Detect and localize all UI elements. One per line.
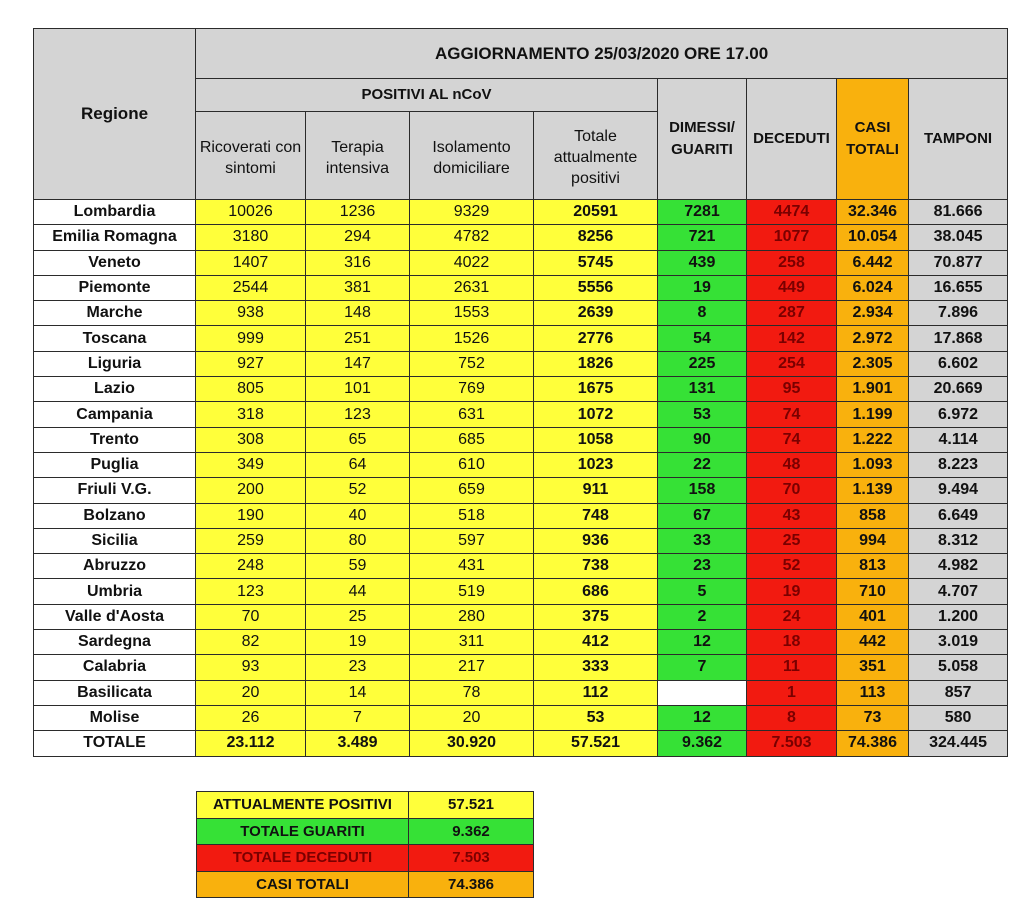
cell-ricoverati: 200: [196, 478, 306, 503]
cell-tamponi: 580: [909, 705, 1008, 730]
cell-dimessi: 7281: [658, 200, 747, 225]
summary-body: [197, 792, 534, 898]
cell-isolamento: 78: [410, 680, 534, 705]
header-terapia: Terapia intensiva: [306, 112, 410, 200]
cell-dimessi: 54: [658, 326, 747, 351]
cell-regione: TOTALE: [34, 731, 196, 756]
cell-regione: Emilia Romagna: [34, 225, 196, 250]
cell-tamponi: 81.666: [909, 200, 1008, 225]
cell-ricoverati: 805: [196, 377, 306, 402]
cell-casi: 401: [837, 604, 909, 629]
cell-isolamento: 20: [410, 705, 534, 730]
table-row: [34, 250, 1008, 275]
cell-dimessi: 12: [658, 705, 747, 730]
cell-dimessi: 12: [658, 630, 747, 655]
summary-row: [197, 871, 534, 898]
header-title: AGGIORNAMENTO 25/03/2020 ORE 17.00: [196, 29, 1008, 79]
cell-deceduti: 25: [747, 528, 837, 553]
summary-label: TOTALE DECEDUTI: [197, 845, 409, 872]
cell-tamponi: 857: [909, 680, 1008, 705]
cell-regione: Puglia: [34, 452, 196, 477]
cell-casi: 6.442: [837, 250, 909, 275]
cell-deceduti: 74: [747, 402, 837, 427]
cell-tamponi: 1.200: [909, 604, 1008, 629]
cell-regione: Calabria: [34, 655, 196, 680]
covid-regions-table: [33, 28, 1008, 757]
cell-tamponi: 7.896: [909, 301, 1008, 326]
header-isolamento: Isolamento domiciliare: [410, 112, 534, 200]
cell-isolamento: 597: [410, 528, 534, 553]
cell-ricoverati: 10026: [196, 200, 306, 225]
cell-deceduti: 8: [747, 705, 837, 730]
cell-isolamento: 610: [410, 452, 534, 477]
cell-casi: 113: [837, 680, 909, 705]
cell-terapia: 25: [306, 604, 410, 629]
cell-ricoverati: 308: [196, 427, 306, 452]
cell-ricoverati: 259: [196, 528, 306, 553]
table-row: [34, 351, 1008, 376]
header-dimessi: DIMESSI/ GUARITI: [658, 79, 747, 200]
table-row: [34, 200, 1008, 225]
cell-ricoverati: 999: [196, 326, 306, 351]
cell-dimessi: 225: [658, 351, 747, 376]
cell-terapia: 52: [306, 478, 410, 503]
cell-tamponi: 8.223: [909, 452, 1008, 477]
cell-tamponi: 70.877: [909, 250, 1008, 275]
cell-totale: 20591: [534, 200, 658, 225]
table-row: [34, 705, 1008, 730]
cell-ricoverati: 938: [196, 301, 306, 326]
cell-deceduti: 19: [747, 579, 837, 604]
table-row: [34, 326, 1008, 351]
cell-tamponi: 3.019: [909, 630, 1008, 655]
cell-terapia: 44: [306, 579, 410, 604]
table-row: [34, 680, 1008, 705]
cell-tamponi: 6.649: [909, 503, 1008, 528]
cell-tamponi: 4.707: [909, 579, 1008, 604]
cell-totale: 375: [534, 604, 658, 629]
cell-deceduti: 287: [747, 301, 837, 326]
cell-terapia: 1236: [306, 200, 410, 225]
cell-terapia: 65: [306, 427, 410, 452]
summary-value: 9.362: [409, 818, 534, 845]
cell-totale: 5556: [534, 275, 658, 300]
cell-terapia: 294: [306, 225, 410, 250]
cell-deceduti: 48: [747, 452, 837, 477]
table-row: [34, 301, 1008, 326]
cell-totale: 738: [534, 554, 658, 579]
table-row: [34, 528, 1008, 553]
cell-dimessi: 439: [658, 250, 747, 275]
cell-ricoverati: 248: [196, 554, 306, 579]
cell-deceduti: 74: [747, 427, 837, 452]
cell-terapia: 123: [306, 402, 410, 427]
cell-isolamento: 311: [410, 630, 534, 655]
cell-regione: Lazio: [34, 377, 196, 402]
summary-label: CASI TOTALI: [197, 871, 409, 898]
cell-casi: 351: [837, 655, 909, 680]
cell-tamponi: 17.868: [909, 326, 1008, 351]
cell-isolamento: 769: [410, 377, 534, 402]
cell-terapia: 14: [306, 680, 410, 705]
cell-dimessi: 721: [658, 225, 747, 250]
cell-casi: 1.093: [837, 452, 909, 477]
cell-deceduti: 449: [747, 275, 837, 300]
cell-isolamento: 659: [410, 478, 534, 503]
cell-tamponi: 4.114: [909, 427, 1008, 452]
cell-deceduti: 1077: [747, 225, 837, 250]
table-row: [34, 275, 1008, 300]
cell-isolamento: 2631: [410, 275, 534, 300]
cell-regione: Lombardia: [34, 200, 196, 225]
table-row: [34, 427, 1008, 452]
table-row: [34, 554, 1008, 579]
cell-tamponi: 4.982: [909, 554, 1008, 579]
cell-terapia: 64: [306, 452, 410, 477]
cell-dimessi: 2: [658, 604, 747, 629]
summary-row: [197, 818, 534, 845]
header-ricoverati: Ricoverati con sintomi: [196, 112, 306, 200]
cell-casi: 858: [837, 503, 909, 528]
cell-terapia: 23: [306, 655, 410, 680]
cell-isolamento: 280: [410, 604, 534, 629]
cell-ricoverati: 82: [196, 630, 306, 655]
summary-value: 74.386: [409, 871, 534, 898]
cell-terapia: 147: [306, 351, 410, 376]
cell-regione: Campania: [34, 402, 196, 427]
cell-terapia: 251: [306, 326, 410, 351]
cell-casi: 32.346: [837, 200, 909, 225]
cell-ricoverati: 93: [196, 655, 306, 680]
cell-isolamento: 30.920: [410, 731, 534, 756]
cell-casi: 10.054: [837, 225, 909, 250]
cell-deceduti: 142: [747, 326, 837, 351]
cell-casi: 1.222: [837, 427, 909, 452]
cell-isolamento: 431: [410, 554, 534, 579]
cell-deceduti: 258: [747, 250, 837, 275]
table-row: [34, 655, 1008, 680]
table-row: [34, 478, 1008, 503]
table-row: [34, 503, 1008, 528]
cell-regione: Sardegna: [34, 630, 196, 655]
cell-dimessi: 5: [658, 579, 747, 604]
cell-casi: 1.901: [837, 377, 909, 402]
cell-casi: 442: [837, 630, 909, 655]
cell-tamponi: 324.445: [909, 731, 1008, 756]
cell-tamponi: 5.058: [909, 655, 1008, 680]
cell-deceduti: 11: [747, 655, 837, 680]
cell-tamponi: 9.494: [909, 478, 1008, 503]
table-row: [34, 452, 1008, 477]
cell-ricoverati: 26: [196, 705, 306, 730]
cell-casi: 2.934: [837, 301, 909, 326]
cell-ricoverati: 349: [196, 452, 306, 477]
table-row: [34, 604, 1008, 629]
cell-ricoverati: 2544: [196, 275, 306, 300]
cell-isolamento: 9329: [410, 200, 534, 225]
cell-terapia: 381: [306, 275, 410, 300]
cell-terapia: 316: [306, 250, 410, 275]
summary-value: 57.521: [409, 792, 534, 819]
cell-dimessi: 7: [658, 655, 747, 680]
cell-dimessi: 158: [658, 478, 747, 503]
cell-casi: 1.199: [837, 402, 909, 427]
cell-casi: 74.386: [837, 731, 909, 756]
cell-regione: Friuli V.G.: [34, 478, 196, 503]
cell-terapia: 80: [306, 528, 410, 553]
cell-tamponi: 8.312: [909, 528, 1008, 553]
cell-casi: 6.024: [837, 275, 909, 300]
cell-tamponi: 38.045: [909, 225, 1008, 250]
table-row: [34, 377, 1008, 402]
cell-casi: 710: [837, 579, 909, 604]
cell-tamponi: 6.972: [909, 402, 1008, 427]
cell-totale: 53: [534, 705, 658, 730]
header-casi-totali: CASI TOTALI: [837, 79, 909, 200]
cell-dimessi: 23: [658, 554, 747, 579]
cell-regione: Abruzzo: [34, 554, 196, 579]
summary-row: [197, 845, 534, 872]
summary-table: [196, 791, 534, 898]
cell-isolamento: 518: [410, 503, 534, 528]
cell-ricoverati: 123: [196, 579, 306, 604]
table-row: [34, 225, 1008, 250]
table-row: [34, 579, 1008, 604]
cell-totale: 1675: [534, 377, 658, 402]
cell-regione: Bolzano: [34, 503, 196, 528]
cell-dimessi: 67: [658, 503, 747, 528]
table-row: [34, 402, 1008, 427]
cell-terapia: 7: [306, 705, 410, 730]
cell-casi: 813: [837, 554, 909, 579]
cell-casi: 994: [837, 528, 909, 553]
cell-isolamento: 1553: [410, 301, 534, 326]
cell-dimessi: 90: [658, 427, 747, 452]
cell-ricoverati: 927: [196, 351, 306, 376]
cell-deceduti: 24: [747, 604, 837, 629]
cell-regione: Molise: [34, 705, 196, 730]
cell-isolamento: 217: [410, 655, 534, 680]
summary-label: TOTALE GUARITI: [197, 818, 409, 845]
cell-terapia: 148: [306, 301, 410, 326]
header-deceduti: DECEDUTI: [747, 79, 837, 200]
header-regione: Regione: [34, 29, 196, 200]
cell-terapia: 59: [306, 554, 410, 579]
cell-casi: 1.139: [837, 478, 909, 503]
cell-isolamento: 752: [410, 351, 534, 376]
cell-terapia: 3.489: [306, 731, 410, 756]
cell-dimessi: 33: [658, 528, 747, 553]
cell-regione: Valle d'Aosta: [34, 604, 196, 629]
cell-totale: 748: [534, 503, 658, 528]
cell-deceduti: 4474: [747, 200, 837, 225]
cell-ricoverati: 20: [196, 680, 306, 705]
cell-deceduti: 43: [747, 503, 837, 528]
cell-dimessi: 19: [658, 275, 747, 300]
cell-totale: 1058: [534, 427, 658, 452]
cell-totale: 8256: [534, 225, 658, 250]
cell-regione: Marche: [34, 301, 196, 326]
cell-dimessi: 9.362: [658, 731, 747, 756]
cell-totale: 412: [534, 630, 658, 655]
cell-totale: 5745: [534, 250, 658, 275]
cell-ricoverati: 70: [196, 604, 306, 629]
cell-dimessi: 8: [658, 301, 747, 326]
cell-dimessi: 53: [658, 402, 747, 427]
cell-deceduti: 52: [747, 554, 837, 579]
cell-totale: 686: [534, 579, 658, 604]
cell-totale: 2639: [534, 301, 658, 326]
table-body: [34, 200, 1008, 757]
cell-isolamento: 631: [410, 402, 534, 427]
cell-deceduti: 18: [747, 630, 837, 655]
cell-dimessi: [658, 680, 747, 705]
cell-dimessi: 22: [658, 452, 747, 477]
cell-isolamento: 4782: [410, 225, 534, 250]
cell-deceduti: 1: [747, 680, 837, 705]
total-row: [34, 731, 1008, 756]
cell-casi: 73: [837, 705, 909, 730]
summary-row: [197, 792, 534, 819]
cell-casi: 2.305: [837, 351, 909, 376]
cell-tamponi: 16.655: [909, 275, 1008, 300]
cell-terapia: 40: [306, 503, 410, 528]
cell-totale: 1072: [534, 402, 658, 427]
cell-totale: 2776: [534, 326, 658, 351]
cell-isolamento: 685: [410, 427, 534, 452]
cell-totale: 911: [534, 478, 658, 503]
cell-casi: 2.972: [837, 326, 909, 351]
cell-deceduti: 95: [747, 377, 837, 402]
cell-regione: Sicilia: [34, 528, 196, 553]
cell-totale: 112: [534, 680, 658, 705]
cell-regione: Basilicata: [34, 680, 196, 705]
cell-regione: Veneto: [34, 250, 196, 275]
cell-deceduti: 7.503: [747, 731, 837, 756]
cell-regione: Umbria: [34, 579, 196, 604]
cell-regione: Toscana: [34, 326, 196, 351]
cell-deceduti: 254: [747, 351, 837, 376]
cell-regione: Liguria: [34, 351, 196, 376]
summary-value: 7.503: [409, 845, 534, 872]
header-totale-positivi: Totale attualmente positivi: [534, 112, 658, 200]
cell-dimessi: 131: [658, 377, 747, 402]
cell-totale: 1826: [534, 351, 658, 376]
summary-label: ATTUALMENTE POSITIVI: [197, 792, 409, 819]
cell-totale: 936: [534, 528, 658, 553]
cell-isolamento: 1526: [410, 326, 534, 351]
header-positivi-group: POSITIVI AL nCoV: [196, 79, 658, 112]
cell-isolamento: 4022: [410, 250, 534, 275]
cell-terapia: 19: [306, 630, 410, 655]
cell-tamponi: 6.602: [909, 351, 1008, 376]
cell-regione: Piemonte: [34, 275, 196, 300]
cell-terapia: 101: [306, 377, 410, 402]
cell-ricoverati: 190: [196, 503, 306, 528]
cell-ricoverati: 23.112: [196, 731, 306, 756]
cell-deceduti: 70: [747, 478, 837, 503]
cell-isolamento: 519: [410, 579, 534, 604]
cell-regione: Trento: [34, 427, 196, 452]
table-row: [34, 630, 1008, 655]
cell-ricoverati: 1407: [196, 250, 306, 275]
cell-totale: 57.521: [534, 731, 658, 756]
cell-ricoverati: 318: [196, 402, 306, 427]
cell-tamponi: 20.669: [909, 377, 1008, 402]
cell-totale: 1023: [534, 452, 658, 477]
header-tamponi: TAMPONI: [909, 79, 1008, 200]
cell-ricoverati: 3180: [196, 225, 306, 250]
cell-totale: 333: [534, 655, 658, 680]
